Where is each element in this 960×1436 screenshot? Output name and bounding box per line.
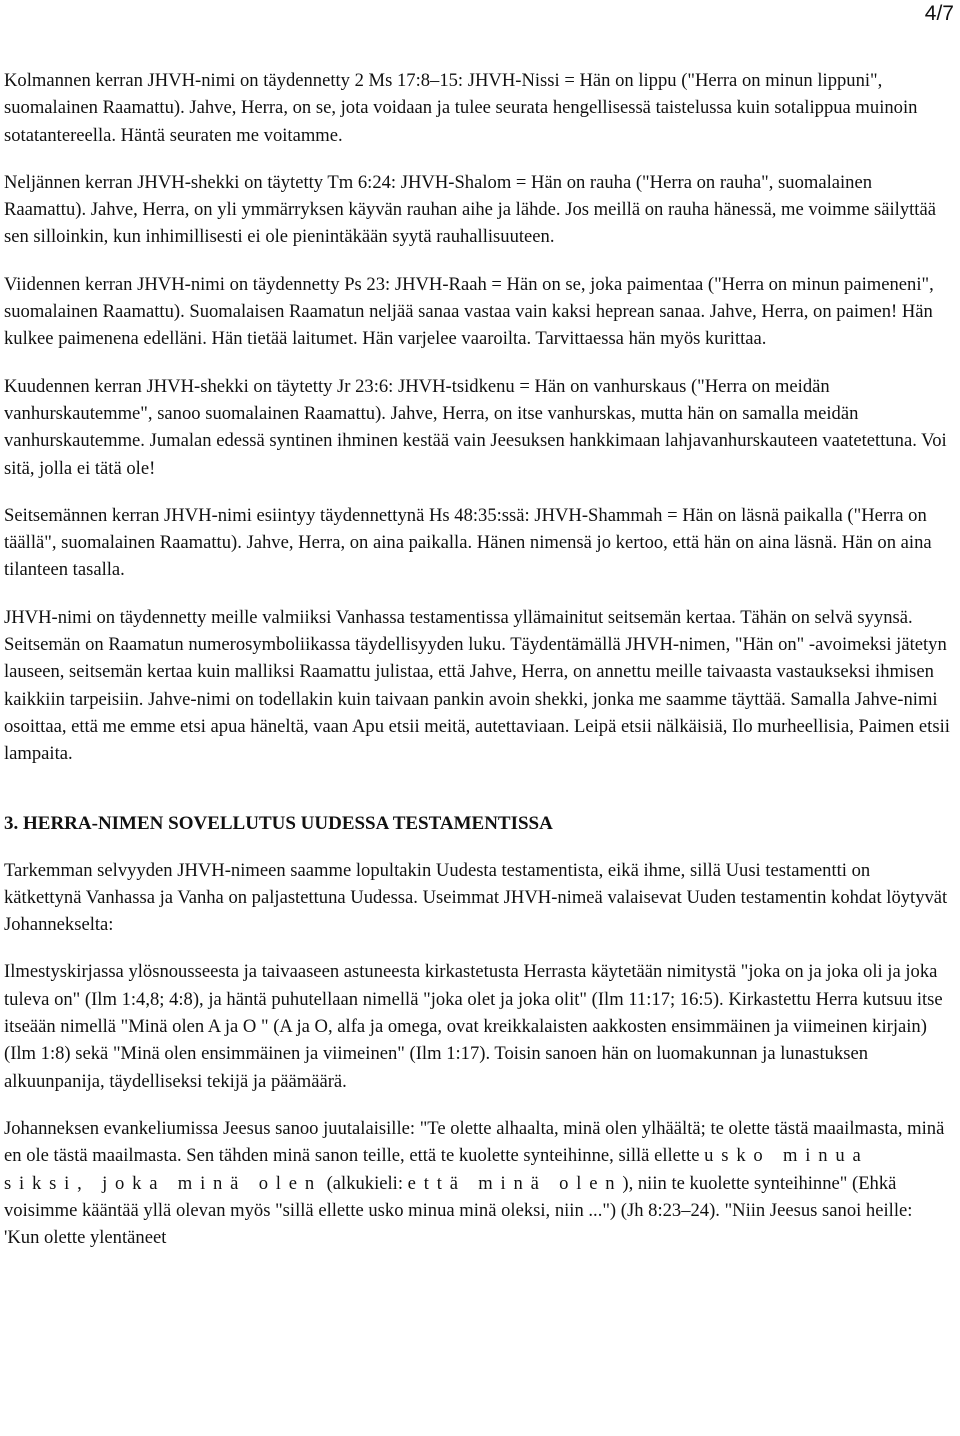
paragraph-fifth-name: Viidennen kerran JHVH-nimi on täydennetty Ps 23: JHVH-Raah = Hän on se, joka paimentaa ("Herra on minun paimeneni", suomalainen Raamattu). Suomalaisen Raamatun neljää sanaa vastaa vain kaksi heprean sanaa. Jahve, Herra, on paimen! Hän kulkee paimenena edelläni. Hän tietää laitumet. Hän varjelee vaaroilta. Tarvittaessa hän myös kurittaa. [4, 273, 934, 350]
paragraph-seventh-name: Seitsemännen kerran JHVH-nimi esiintyy täydennettynä Hs 48:35:ssä: JHVH-Shammah = Hän on läsnä paikalla ("Herra on täällä", suomalainen Raamattu). Jahve, Herra, on aina paikalla. Hänen nimensä jo kertoo, että hän on aina läsnä. Hän on aina tilanteen tasalla. [4, 504, 932, 581]
paragraph-summary: JHVH-nimi on täydennetty meille valmiiksi Vanhassa testamentissa yllämainitut seitsemän kertaa. Tähän on selvä syynsä. Seitsemän on Raamatun numerosymboliikassa täydellisyyden luku. Täydentämällä JHVH-nimen, "Hän on" -avoimeksi jätetyn lauseen, seitsemän kertaa kuin malliksi Raamattu julistaa, että Jahve, Herra, on annettu meille taivaasta vastaukseksi ihmisen kaikkiin tarpeisiin. Jahve-nimi on todellakin kuin taivaan pankin avoin shekki, jonka me saamme täyttää. Samalla Jahve-nimi osoittaa, että me emme etsi apua häneltä, vaan Apu etsii meitä, autettaviaan. Leipä etsii nälkäisiä, Ilo murheellisia, Paimen etsii lampaita. [4, 606, 950, 765]
section-heading: 3. HERRA-NIMEN SOVELLUTUS UUDESSA TESTAMENTISSA [4, 812, 553, 834]
paragraph-text: (alkukieli: [321, 1172, 408, 1194]
paragraph-gospel-of-john [4, 1115, 952, 1251]
paragraph-new-testament-intro: Tarkemman selvyyden JHVH-nimeen saamme lopultakin Uudesta testamentista, eikä ihme, sillä Uusi testamentti on kätkettynä Vanhassa ja Vanha on paljastettuna Uudessa. Useimmat JHVH-nimeä valaisevat Uuden testamentin kohdat löytyvät Johannekselta: [4, 859, 948, 936]
paragraph-revelation: Ilmestyskirjassa ylösnousseesta ja taivaaseen astuneesta kirkastetusta Herrasta käytetään nimitystä "joka on ja joka oli ja joka tuleva on" (Ilm 1:4,8; 4:8), ja häntä puhutellaan nimellä "joka olet ja joka olit" (Ilm 11:17; 16:5). Kirkastettu Herra kutsuu itse itseään nimellä "Minä olen A ja O " (A ja O, alfa ja omega, ovat kreikkalaisten aakkosten ensimmäinen ja viimeinen kirjain) (Ilm 1:8) sekä "Minä olen ensimmäinen ja viimeinen" (Ilm 1:17). Toisin sanoen hän on luomakunnan ja lunastuksen alkuunpanija, täydelliseksi tekijä ja päämäärä. [4, 961, 943, 1092]
paragraph-third-name: Kolmannen kerran JHVH-nimi on täydennetty 2 Ms 17:8–15: JHVH-Nissi = Hän on lippu ("Herra on minun lippuni", suomalainen Raamattu). Jahve, Herra, on se, jota voidaan ja tulee seurata hengellisessä taistelussa kuin sotalippua muinoin sotatantereella. Häntä seuraten me voitamme. [4, 70, 918, 146]
paragraph-sixth-name: Kuudennen kerran JHVH-shekki on täytetty Jr 23:6: JHVH-tsidkenu = Hän on vanhurskaus ("Herra on meidän vanhurskautemme", sanoo suomalainen Raamattu). Jahve, Herra, on itse vanhurskas, mutta hän on samalla meidän vanhurskautemme. Jumalan edessä syntinen ihminen kestää vain Jeesuksen hankkimaan lahjavanhurskauteen vaatetettuna. Voi sitä, jolla ei tätä ole! [4, 375, 947, 479]
paragraph-text: Johanneksen evankeliumissa Jeesus sanoo juutalaisille: "Te olette alhaalta, minä olen ylhäältä; te olette tästä maailmasta, minä en ole tästä maailmasta. Sen tähden minä sanon teille, että te kuolette synteihinne, sillä ellette [4, 1117, 945, 1167]
document-body [4, 67, 952, 1251]
paragraph-text: ), niin te kuolette synteihinne" (Ehkä voisimme kääntää yllä olevan myös "sillä ellette usko minua minä oleksi, niin ...") (Jh 8:23–24). "Niin Jeesus sanoi heille: 'Kun olette ylentäneet [4, 1172, 913, 1249]
emphasized-text: usko minua siksi, joka minä olen [4, 1145, 869, 1194]
emphasized-text: että minä olen [407, 1172, 623, 1194]
paragraph-fourth-name: Neljännen kerran JHVH-shekki on täytetty Tm 6:24: JHVH-Shalom = Hän on rauha ("Herra on rauha", suomalainen Raamattu). Jahve, Herra, on yli ymmärryksen käyvän rauhan aihe ja lähde. Jos meillä on rauha hänessä, me voimme säilyttää sen silloinkin, kun inhimillisesti ei ole pienintäkään syytä rauhallisuuteen. [4, 171, 936, 248]
page-number: 4/7 [924, 2, 954, 25]
